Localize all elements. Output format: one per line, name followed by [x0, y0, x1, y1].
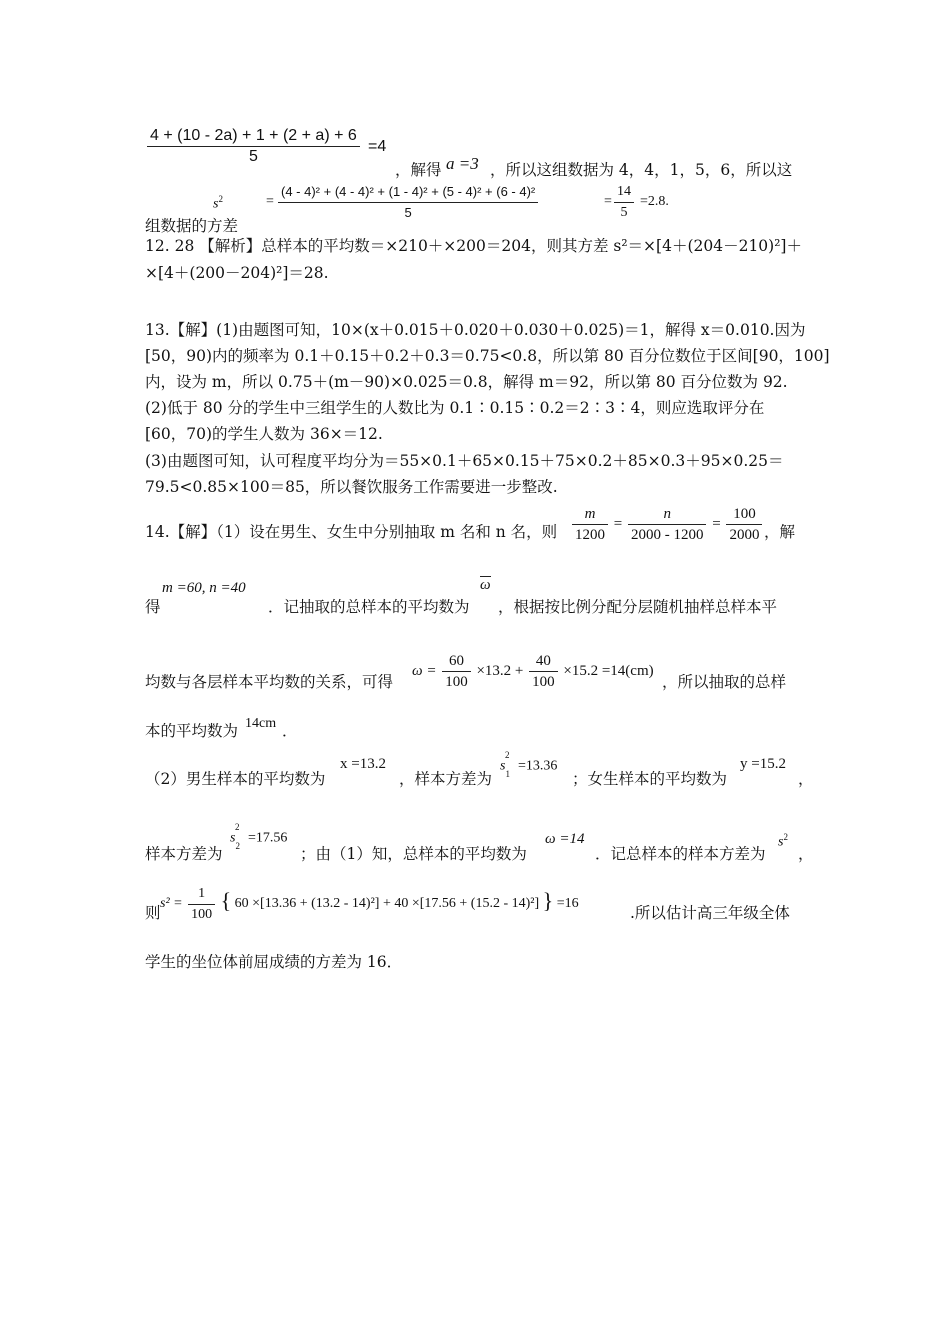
p11-frac-eq: =4 [368, 138, 387, 155]
p14-mean-formula [412, 651, 654, 692]
p14-times2: ×15.2 =14(cm) [563, 663, 654, 679]
p13-line3: 内，设为 m，所以 0.75＋(m－90)×0.025＝0.8，解得 m＝92，所以第 80 百分位数为 92. [145, 373, 788, 391]
s-final-symbol: s [778, 834, 784, 850]
p14-omega-eq: ω = [412, 663, 437, 679]
p14-p2-a: （2）男生样本的平均数为 [145, 770, 326, 788]
p13-line1: 13.【解】(1)由题图可知，10×(x＋0.015＋0.020＋0.030＋0.025)＝1，解得 x＝0.010.因为 [145, 321, 806, 339]
p11-var-label: 组数据的方差 [145, 217, 239, 235]
p14-f2-num: n [628, 504, 707, 525]
p14-period: ． [282, 722, 298, 740]
p11-var-result: =2.8. [640, 194, 669, 209]
p14-s-symbol: $s^2$ [778, 832, 788, 850]
p12-line1: 12. 28 【解析】总样本的平均数＝×210＋×200＝204，则其方差 s²＝×[4＋(204－210)²]＋ [145, 237, 802, 255]
p14-f2-den: 2000 - 1200 [630, 527, 704, 543]
p14-f3-den: 2000 [729, 527, 760, 543]
p14-jie: ，解 [764, 523, 796, 541]
p14-s1-val: =13.36 [517, 758, 558, 774]
p14-p2-e: ；由（1）知，总样本的平均数为 [300, 845, 527, 863]
p14-s1: $s_1^2 =13.36$ [500, 750, 558, 780]
p11-r-numerator: 14 [614, 182, 634, 203]
p11-a-eq: a =3 [446, 154, 479, 173]
left-brace: { [220, 888, 232, 913]
p11-var-denominator: 5 [404, 205, 412, 220]
p14-comma: ， [798, 770, 814, 788]
p14-de: 得 [145, 598, 161, 616]
p11-r-denominator: 5 [620, 205, 628, 220]
p14-p2-f: ．记总样本的样本方差为 [595, 845, 766, 863]
p14-xbar: x =13.2 [340, 756, 386, 772]
p11-fraction [145, 126, 362, 167]
p12-line2: ×[4＋(200－204)²]＝28. [145, 264, 329, 282]
p14-h-num: 1 [188, 884, 215, 905]
p11-var-eq: = [266, 194, 274, 209]
p14-p2-g: .所以估计高三年级全体 [630, 904, 790, 922]
p14-var-a: s² = [160, 896, 183, 911]
p14-fractions [570, 504, 764, 545]
p14-mn-result: m =60, n =40 [162, 580, 246, 596]
p11-var-eq2: = [604, 194, 612, 209]
p14-p2-c: ；女生样本的平均数为 [572, 770, 728, 788]
p14-text-c: 均数与各层样本平均数的关系，可得 [145, 673, 394, 691]
p14-var-body: 60 ×[13.36 + (13.2 - 14)²] + 40 ×[17.56 + (15.2 - 14)²] [234, 896, 540, 911]
p14-p2-b: ，样本方差为 [399, 770, 493, 788]
p14-omega14: ω =14 [545, 831, 585, 847]
p14-p2-d: 样本方差为 [145, 845, 223, 863]
p14-g1-den: 100 [445, 674, 468, 690]
p14-var-formula [160, 884, 579, 925]
p11-text1: ，解得 [395, 161, 442, 179]
s2-symbol: s [230, 830, 236, 846]
p14-text-d: ，所以抽取的总样 [662, 673, 787, 691]
p14-comma-2: ， [798, 845, 814, 863]
p11-frac-denominator: 5 [248, 148, 258, 165]
p14-text-a: ．记抽取的总样本的平均数为 [268, 598, 470, 616]
s1-symbol: s [500, 758, 506, 774]
p13-line6: (3)由题图可知，认可程度平均分为＝55×0.1＋65×0.15＋75×0.2＋85×0.3＋95×0.25＝ [145, 452, 784, 470]
p14-f1-den: 1200 [575, 527, 605, 543]
p14-h-den: 100 [191, 907, 213, 922]
p13-line7: 79.5<0.85×100＝85，所以餐饮服务工作需要进一步整改. [145, 478, 558, 496]
p14-ze: 则 [145, 904, 161, 922]
p13-line5: [60，70)的学生人数为 36×＝12. [145, 425, 383, 443]
p14-intro: 14.【解】（1）设在男生、女生中分别抽取 m 名和 n 名，则 [145, 523, 558, 541]
p14-p2-h: 学生的坐位体前屈成绩的方差为 16． [145, 953, 403, 971]
s-symbol: s [213, 196, 219, 212]
p11-frac-numerator: 4 + (10 - 2a) + 1 + (2 + a) + 6 [147, 126, 360, 147]
p14-g1-num: 60 [442, 651, 471, 672]
p14-text-b: ，根据按比例分配分层随机抽样总样本平 [498, 598, 778, 616]
p14-g2-den: 100 [532, 674, 555, 690]
p14-eq-2: = [712, 516, 721, 532]
p14-var-b: =16 [556, 896, 579, 911]
p14-times1: ×13.2 + [476, 663, 524, 679]
p14-text-e: 本的平均数为 [145, 722, 239, 740]
omega-symbol: ω [480, 577, 491, 593]
right-brace: } [542, 888, 554, 913]
p14-s2: $s_2^2 =17.56$ [230, 822, 288, 852]
p14-omega-bar [480, 576, 491, 593]
p13-line4: (2)低于 80 分的学生中三组学生的人数比为 0.1∶0.15∶0.2＝2∶3∶4，则应选取评分在 [145, 399, 765, 417]
p14-f3-num: 100 [726, 504, 762, 525]
p14-s2-val: =17.56 [247, 830, 288, 846]
p11-var-fraction [276, 182, 540, 223]
p14-eq-1: = [613, 516, 623, 532]
p11-text2: ，所以这组数据为 4，4，1，5，6，所以这 [490, 161, 793, 179]
p14-g2-num: 40 [529, 651, 558, 672]
p14-ybar: y =15.2 [740, 756, 786, 772]
p14-cm-val: 14cm [245, 716, 277, 731]
p11-var-lhs: $s^2$ [213, 194, 223, 212]
p11-var-result-frac [612, 182, 636, 223]
p13-line2: [50，90)内的频率为 0.1＋0.15＋0.2＋0.3＝0.75<0.8，所以第 80 百分位数位于区间[90，100] [145, 347, 830, 365]
p11-var-numerator: (4 - 4)² + (4 - 4)² + (1 - 4)² + (5 - 4)² + (6 - 4)² [278, 182, 538, 203]
p14-f1-num: m [572, 504, 608, 525]
